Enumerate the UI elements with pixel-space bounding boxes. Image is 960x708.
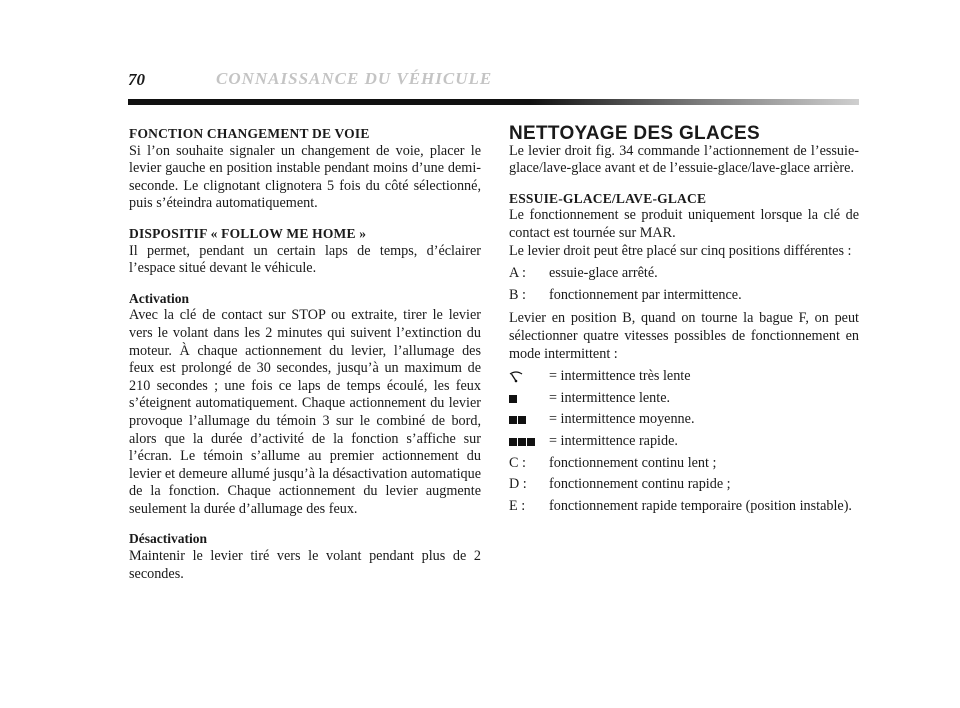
speed-text: = intermittence moyenne. [549, 411, 695, 428]
position-text: fonctionnement rapide temporaire (position instable). [549, 497, 852, 514]
position-key: A : [509, 265, 526, 282]
position-text: fonctionnement continu rapide ; [549, 476, 731, 493]
speed-text: = intermittence très lente [549, 368, 691, 385]
deactivation-heading: Désactivation [129, 531, 207, 547]
position-key: C : [509, 454, 526, 471]
position-d [509, 476, 859, 494]
speed-very-slow [509, 368, 859, 386]
speed-fast [509, 433, 859, 451]
position-c [509, 455, 859, 473]
activation-heading: Activation [129, 290, 189, 306]
lane-change-heading: FONCTION CHANGEMENT DE VOIE [129, 126, 370, 141]
speed-medium [509, 411, 859, 429]
position-key: B : [509, 286, 526, 303]
lane-change-body: Si l’on souhaite signaler un changement de voie, placer le levier gauche en position instable pendant moins d’une demi-seconde. Le clignotant clignotera 5 fois du côté sélectionné, puis s’éteindra automatiquement. [129, 142, 481, 212]
position-text: fonctionnement par intermittence. [549, 286, 742, 303]
activation-body: Avec la clé de contact sur STOP ou extraite, tirer le levier vers le volant dans les 2 minutes qui suivent l’extinction du moteur. À chaque actionnement du levier, l’allumage des feux est prolongé de 30 secondes, jusqu’à un maximum de 210 secondes ; une fois ce laps de temps écoulé, les feux s’éteignent automatiquement. Chaque actionnement du levier provoque l’allumage du témoin 3 sur le combiné de bord, alors que la durée d’activité de la fonction s’affiche sur l’écran. Le témoin s’allume au premier actionnement du levier et demeure allumé jusqu’à la désactivation automatique de la fonction. Chaque actionnement du levier augmente seulement la durée d’allumage des feux. [129, 307, 481, 517]
position-a [509, 265, 859, 283]
position-text: essuie-glace arrêté. [549, 265, 658, 282]
three-squares-icon [509, 433, 549, 451]
page-number: 70 [128, 70, 145, 89]
speed-text: = intermittence lente. [549, 389, 671, 406]
speeds-paragraph: Levier en position B, quand on tourne la bague F, on peut sélectionner quatre vitesses possibles de fonctionnement en mode intermittent : [509, 310, 859, 362]
intro-paragraph: Le levier droit fig. 34 commande l’actionnement de l’essuie-glace/lave-glace avant et de l’essuie-glace/lave-glace arrière. [509, 142, 859, 177]
follow-me-heading: DISPOSITIF « FOLLOW ME HOME » [129, 225, 367, 241]
right-column [509, 125, 859, 519]
mar-paragraph: Le fonctionnement se produit uniquement lorsque la clé de contact est tournée sur MAR. [509, 207, 859, 241]
wiper-icon [509, 368, 549, 386]
position-key: E : [509, 497, 526, 514]
section-title: NETTOYAGE DES GLACES [509, 123, 760, 144]
left-column [129, 125, 481, 583]
deactivation-body: Maintenir le levier tiré vers le volant pendant plus de 2 secondes. [129, 548, 481, 582]
header-rule [128, 99, 859, 105]
position-key: D : [509, 476, 527, 493]
positions-paragraph: Le levier droit peut être placé sur cinq positions différentes : [509, 242, 852, 259]
position-b [509, 287, 859, 305]
follow-me-body: Il permet, pendant un certain laps de temps, d’éclairer l’espace situé devant le véhicule. [129, 242, 481, 277]
speed-slow [509, 390, 859, 408]
position-e [509, 498, 859, 516]
position-text: fonctionnement continu lent ; [549, 454, 717, 471]
running-title: CONNAISSANCE DU VÉHICULE [216, 69, 493, 88]
speed-text: = intermittence rapide. [549, 432, 678, 449]
one-square-icon [509, 390, 549, 408]
wiper-heading: ESSUIE-GLACE/LAVE-GLACE [509, 190, 707, 206]
two-squares-icon [509, 411, 549, 429]
